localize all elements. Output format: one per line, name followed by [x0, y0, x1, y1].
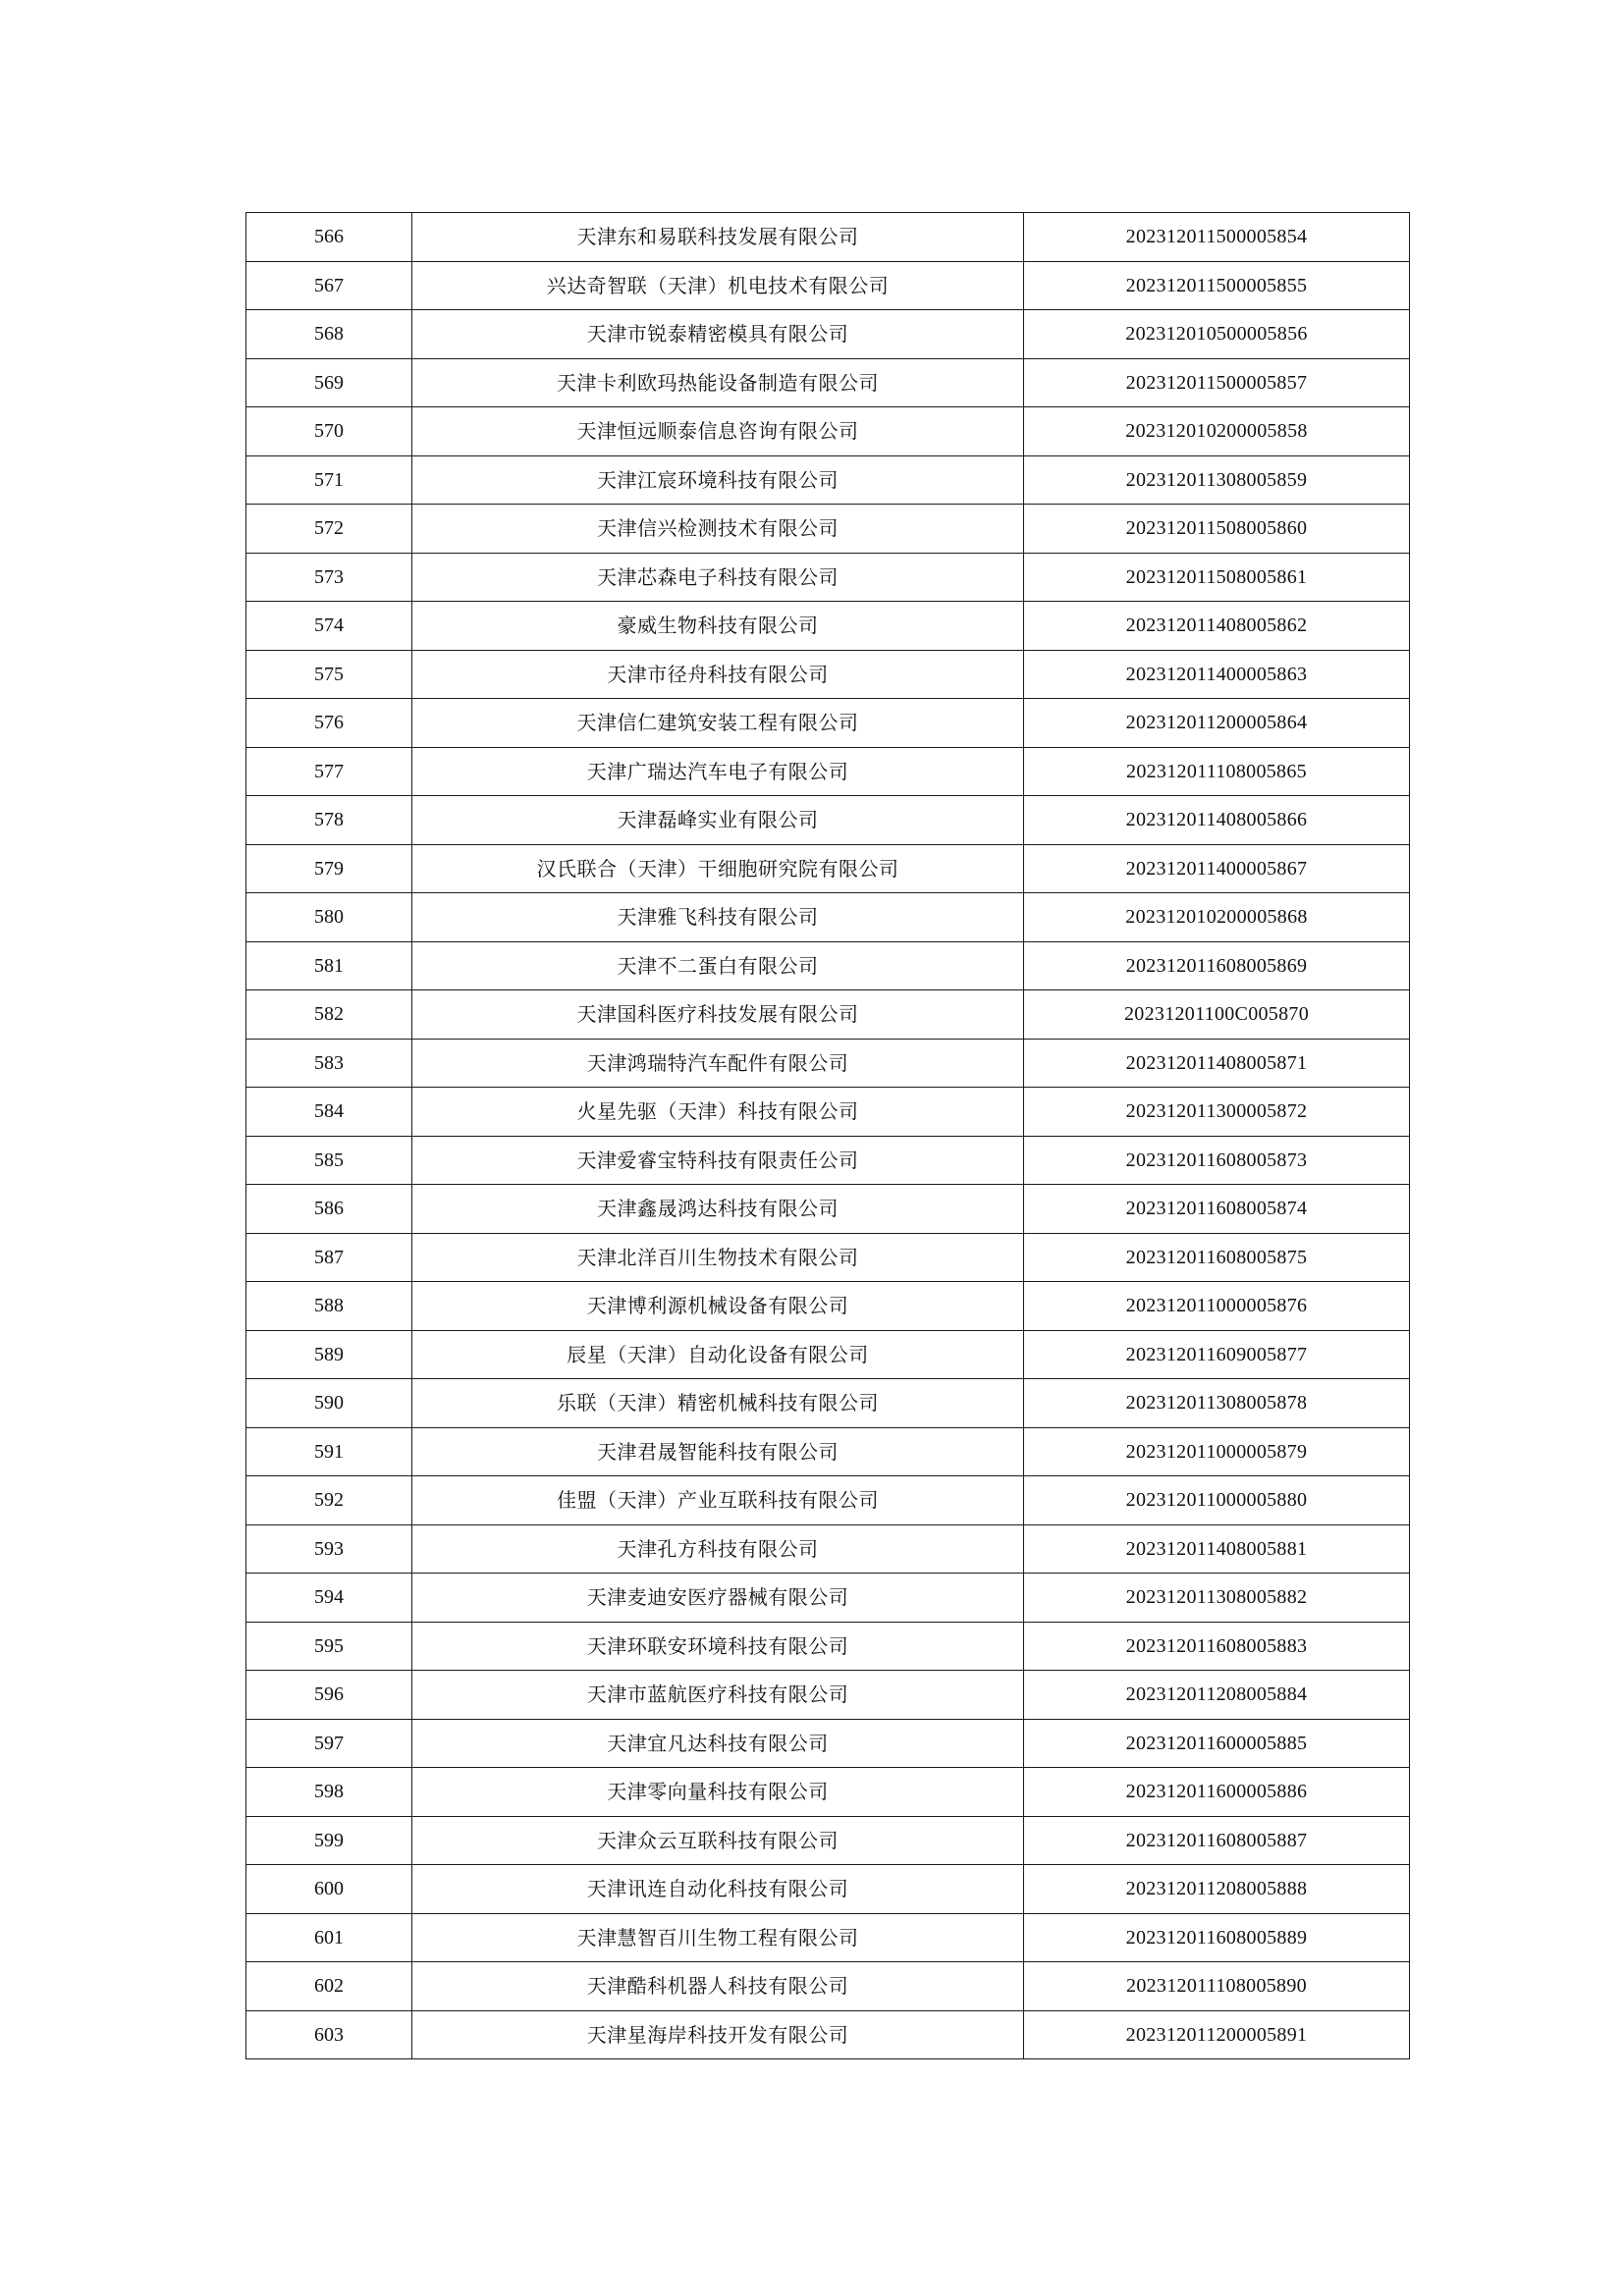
company-name-cell: 乐联（天津）精密机械科技有限公司 [412, 1379, 1024, 1428]
row-index-cell: 579 [246, 844, 412, 893]
row-index-cell: 600 [246, 1865, 412, 1914]
company-name-cell: 天津星海岸科技开发有限公司 [412, 2010, 1024, 2059]
table-row [246, 455, 1410, 505]
registration-code-cell: 202312011408005871 [1024, 1039, 1410, 1088]
row-index-cell: 601 [246, 1913, 412, 1962]
registration-code-cell: 202312011608005875 [1024, 1233, 1410, 1282]
company-name-cell: 辰星（天津）自动化设备有限公司 [412, 1330, 1024, 1379]
table-row [246, 407, 1410, 456]
row-index-cell: 578 [246, 796, 412, 845]
table-row [246, 844, 1410, 893]
registration-code-cell: 202312011108005890 [1024, 1962, 1410, 2011]
table-row [246, 602, 1410, 651]
registration-code-cell: 202312011400005863 [1024, 650, 1410, 699]
row-index-cell: 589 [246, 1330, 412, 1379]
company-name-cell: 天津市径舟科技有限公司 [412, 650, 1024, 699]
table-row [246, 893, 1410, 942]
company-name-cell: 天津零向量科技有限公司 [412, 1768, 1024, 1817]
row-index-cell: 591 [246, 1427, 412, 1476]
table-row [246, 1088, 1410, 1137]
row-index-cell: 580 [246, 893, 412, 942]
row-index-cell: 584 [246, 1088, 412, 1137]
table-row [246, 553, 1410, 602]
row-index-cell: 595 [246, 1622, 412, 1671]
row-index-cell: 593 [246, 1524, 412, 1574]
row-index-cell: 570 [246, 407, 412, 456]
registration-code-cell: 202312011208005884 [1024, 1671, 1410, 1720]
table-row [246, 1233, 1410, 1282]
row-index-cell: 574 [246, 602, 412, 651]
row-index-cell: 573 [246, 553, 412, 602]
registration-code-cell: 202312011408005862 [1024, 602, 1410, 651]
row-index-cell: 588 [246, 1282, 412, 1331]
row-index-cell: 576 [246, 699, 412, 748]
table-row [246, 1427, 1410, 1476]
row-index-cell: 598 [246, 1768, 412, 1817]
company-name-cell: 天津东和易联科技发展有限公司 [412, 213, 1024, 262]
registration-code-cell: 202312011608005889 [1024, 1913, 1410, 1962]
row-index-cell: 592 [246, 1476, 412, 1525]
row-index-cell: 597 [246, 1719, 412, 1768]
company-name-cell: 天津孔方科技有限公司 [412, 1524, 1024, 1574]
company-name-cell: 天津环联安环境科技有限公司 [412, 1622, 1024, 1671]
table-row [246, 1816, 1410, 1865]
registration-code-cell: 202312011000005880 [1024, 1476, 1410, 1525]
table-row [246, 747, 1410, 796]
registration-code-cell: 202312011200005864 [1024, 699, 1410, 748]
table-row [246, 261, 1410, 310]
company-name-cell: 天津江宸环境科技有限公司 [412, 455, 1024, 505]
registration-code-cell: 202312011300005872 [1024, 1088, 1410, 1137]
registration-code-cell: 202312010200005868 [1024, 893, 1410, 942]
table-row [246, 1574, 1410, 1623]
table-body [246, 213, 1410, 2059]
row-index-cell: 582 [246, 990, 412, 1040]
company-name-cell: 天津芯森电子科技有限公司 [412, 553, 1024, 602]
row-index-cell: 594 [246, 1574, 412, 1623]
table-row [246, 505, 1410, 554]
company-name-cell: 天津众云互联科技有限公司 [412, 1816, 1024, 1865]
table-row [246, 310, 1410, 359]
registration-code-cell: 202312011200005891 [1024, 2010, 1410, 2059]
table-row [246, 1719, 1410, 1768]
table-row [246, 213, 1410, 262]
table-row [246, 1622, 1410, 1671]
row-index-cell: 572 [246, 505, 412, 554]
row-index-cell: 602 [246, 1962, 412, 2011]
registration-code-cell: 202312011608005869 [1024, 941, 1410, 990]
registration-code-cell: 202312011608005883 [1024, 1622, 1410, 1671]
table-row [246, 650, 1410, 699]
registration-code-cell: 202312011408005866 [1024, 796, 1410, 845]
registration-code-cell: 202312011308005878 [1024, 1379, 1410, 1428]
company-registry-table [245, 212, 1410, 2059]
table-row [246, 699, 1410, 748]
company-name-cell: 天津市蓝航医疗科技有限公司 [412, 1671, 1024, 1720]
row-index-cell: 590 [246, 1379, 412, 1428]
company-name-cell: 天津磊峰实业有限公司 [412, 796, 1024, 845]
row-index-cell: 586 [246, 1185, 412, 1234]
registration-code-cell: 202312011208005888 [1024, 1865, 1410, 1914]
registration-code-cell: 202312011608005873 [1024, 1136, 1410, 1185]
registration-code-cell: 202312011600005885 [1024, 1719, 1410, 1768]
table-row [246, 1185, 1410, 1234]
registration-code-cell: 202312011000005879 [1024, 1427, 1410, 1476]
table-row [246, 1136, 1410, 1185]
registration-code-cell: 202312011308005859 [1024, 455, 1410, 505]
row-index-cell: 596 [246, 1671, 412, 1720]
registration-code-cell: 202312011108005865 [1024, 747, 1410, 796]
table-row [246, 1962, 1410, 2011]
table-row [246, 2010, 1410, 2059]
table-row [246, 1865, 1410, 1914]
registration-code-cell: 202312011500005855 [1024, 261, 1410, 310]
registration-code-cell: 202312011508005861 [1024, 553, 1410, 602]
table-row [246, 358, 1410, 407]
registration-code-cell: 202312011508005860 [1024, 505, 1410, 554]
company-name-cell: 天津麦迪安医疗器械有限公司 [412, 1574, 1024, 1623]
company-name-cell: 天津博利源机械设备有限公司 [412, 1282, 1024, 1331]
company-name-cell: 天津广瑞达汽车电子有限公司 [412, 747, 1024, 796]
company-name-cell: 天津市锐泰精密模具有限公司 [412, 310, 1024, 359]
company-name-cell: 天津鑫晟鸿达科技有限公司 [412, 1185, 1024, 1234]
registration-code-cell: 202312010500005856 [1024, 310, 1410, 359]
company-name-cell: 天津君晟智能科技有限公司 [412, 1427, 1024, 1476]
company-name-cell: 兴达奇智联（天津）机电技术有限公司 [412, 261, 1024, 310]
company-name-cell: 天津信兴检测技术有限公司 [412, 505, 1024, 554]
registration-code-cell: 202312011608005887 [1024, 1816, 1410, 1865]
table-row [246, 1913, 1410, 1962]
row-index-cell: 583 [246, 1039, 412, 1088]
company-name-cell: 天津恒远顺泰信息咨询有限公司 [412, 407, 1024, 456]
company-name-cell: 火星先驱（天津）科技有限公司 [412, 1088, 1024, 1137]
row-index-cell: 575 [246, 650, 412, 699]
company-name-cell: 豪威生物科技有限公司 [412, 602, 1024, 651]
registration-code-cell: 202312010200005858 [1024, 407, 1410, 456]
company-name-cell: 天津酷科机器人科技有限公司 [412, 1962, 1024, 2011]
row-index-cell: 585 [246, 1136, 412, 1185]
row-index-cell: 599 [246, 1816, 412, 1865]
registration-code-cell: 202312011600005886 [1024, 1768, 1410, 1817]
company-name-cell: 天津爱睿宝特科技有限责任公司 [412, 1136, 1024, 1185]
registration-code-cell: 202312011500005857 [1024, 358, 1410, 407]
table-row [246, 1330, 1410, 1379]
table-row [246, 1671, 1410, 1720]
company-name-cell: 天津雅飞科技有限公司 [412, 893, 1024, 942]
registration-code-cell: 202312011608005874 [1024, 1185, 1410, 1234]
company-name-cell: 天津鸿瑞特汽车配件有限公司 [412, 1039, 1024, 1088]
table-row [246, 796, 1410, 845]
table-row [246, 941, 1410, 990]
registration-code-cell: 202312011400005867 [1024, 844, 1410, 893]
row-index-cell: 577 [246, 747, 412, 796]
registration-code-cell: 202312011408005881 [1024, 1524, 1410, 1574]
table-row [246, 1524, 1410, 1574]
row-index-cell: 568 [246, 310, 412, 359]
row-index-cell: 571 [246, 455, 412, 505]
company-name-cell: 汉氏联合（天津）干细胞研究院有限公司 [412, 844, 1024, 893]
registration-code-cell: 202312011609005877 [1024, 1330, 1410, 1379]
registration-code-cell: 202312011000005876 [1024, 1282, 1410, 1331]
table-row [246, 1379, 1410, 1428]
company-name-cell: 天津不二蛋白有限公司 [412, 941, 1024, 990]
table-row [246, 1039, 1410, 1088]
row-index-cell: 581 [246, 941, 412, 990]
company-name-cell: 天津讯连自动化科技有限公司 [412, 1865, 1024, 1914]
registration-code-cell: 202312011500005854 [1024, 213, 1410, 262]
company-name-cell: 天津国科医疗科技发展有限公司 [412, 990, 1024, 1040]
row-index-cell: 603 [246, 2010, 412, 2059]
row-index-cell: 567 [246, 261, 412, 310]
company-name-cell: 天津卡利欧玛热能设备制造有限公司 [412, 358, 1024, 407]
company-name-cell: 天津北洋百川生物技术有限公司 [412, 1233, 1024, 1282]
row-index-cell: 569 [246, 358, 412, 407]
registration-code-cell: 202312011308005882 [1024, 1574, 1410, 1623]
table-row [246, 1476, 1410, 1525]
registration-code-cell: 20231201100C005870 [1024, 990, 1410, 1040]
row-index-cell: 587 [246, 1233, 412, 1282]
company-name-cell: 天津信仁建筑安装工程有限公司 [412, 699, 1024, 748]
table-row [246, 990, 1410, 1040]
company-name-cell: 佳盟（天津）产业互联科技有限公司 [412, 1476, 1024, 1525]
table-row [246, 1768, 1410, 1817]
row-index-cell: 566 [246, 213, 412, 262]
company-name-cell: 天津宜凡达科技有限公司 [412, 1719, 1024, 1768]
company-name-cell: 天津慧智百川生物工程有限公司 [412, 1913, 1024, 1962]
table-row [246, 1282, 1410, 1331]
